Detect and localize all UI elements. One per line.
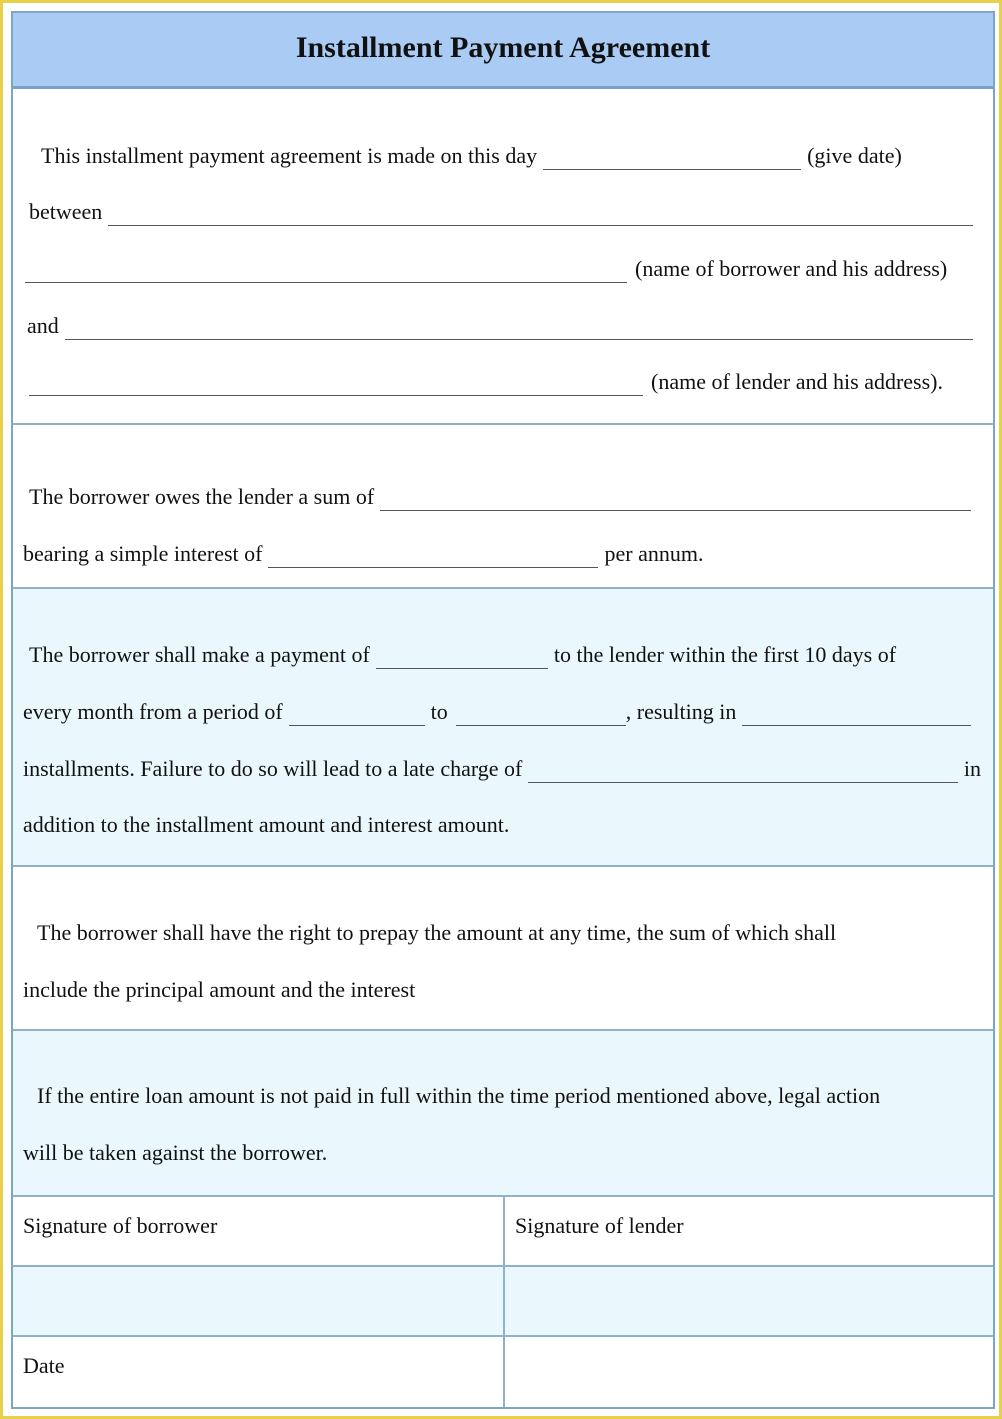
period-end-field[interactable] xyxy=(456,707,626,726)
period-start-field[interactable] xyxy=(289,707,425,726)
give-date-hint: (give date) xyxy=(807,143,902,168)
agreement-intro-text: This installment payment agreement is made on this day xyxy=(41,143,538,168)
debt-section xyxy=(13,425,993,587)
and-label: and xyxy=(27,313,59,338)
form-title: Installment Payment Agreement xyxy=(295,31,711,64)
lender-hint: (name of lender and his address). xyxy=(651,369,944,394)
date-label: Date xyxy=(23,1353,65,1378)
lender-signature-field[interactable] xyxy=(505,1267,995,1335)
in-text: in xyxy=(963,756,981,781)
borrower-name-field[interactable] xyxy=(108,207,973,226)
payment-text: The borrower shall make a payment of xyxy=(29,642,370,667)
agreement-form xyxy=(11,11,995,1409)
legal-action-section xyxy=(13,1031,993,1195)
borrower-address-field[interactable] xyxy=(25,264,627,283)
addition-text: addition to the installment amount and interest amount. xyxy=(23,812,510,837)
lender-signature-label: Signature of lender xyxy=(515,1213,684,1238)
borrower-signature-label: Signature of borrower xyxy=(23,1213,218,1238)
lender-name-field[interactable] xyxy=(65,321,973,340)
borrower-signature-field[interactable] xyxy=(13,1267,503,1335)
installments-count-field[interactable] xyxy=(742,707,971,726)
table-column-divider xyxy=(503,1197,505,1407)
borrower-hint: (name of borrower and his address) xyxy=(635,256,948,281)
interest-text: bearing a simple interest of xyxy=(23,541,263,566)
legal-text-line2: will be taken against the borrower. xyxy=(23,1140,328,1165)
payment-terms-text: to the lender within the first 10 days of xyxy=(553,642,897,667)
borrower-signature-label-cell xyxy=(13,1197,503,1265)
per-annum-text: per annum. xyxy=(604,541,704,566)
payment-amount-field[interactable] xyxy=(376,650,548,669)
period-text: every month from a period of xyxy=(23,699,283,724)
sum-owed-field[interactable] xyxy=(380,492,971,511)
late-charge-text: installments. Failure to do so will lead to a late charge of xyxy=(23,756,523,781)
date-field[interactable] xyxy=(543,151,801,170)
date-value-field[interactable] xyxy=(505,1337,995,1407)
resulting-text: , resulting in xyxy=(625,699,737,724)
prepay-text-line2: include the principal amount and the interest xyxy=(23,977,416,1002)
prepay-text-line1: The borrower shall have the right to prepay the amount at any time, the sum of which shall xyxy=(37,920,837,945)
between-label: between xyxy=(29,199,103,224)
to-text: to xyxy=(430,699,448,724)
parties-section xyxy=(13,92,993,425)
sum-owed-text: The borrower owes the lender a sum of xyxy=(29,484,375,509)
date-label-cell xyxy=(13,1337,503,1407)
title-bar xyxy=(13,13,993,89)
payment-terms-section xyxy=(13,589,993,865)
legal-text-line1: If the entire loan amount is not paid in full within the time period mentioned above, legal action xyxy=(37,1083,881,1108)
late-charge-field[interactable] xyxy=(528,764,958,783)
lender-signature-label-cell xyxy=(505,1197,995,1265)
prepayment-section xyxy=(13,867,993,1029)
interest-rate-field[interactable] xyxy=(268,549,598,568)
lender-address-field[interactable] xyxy=(29,377,643,396)
